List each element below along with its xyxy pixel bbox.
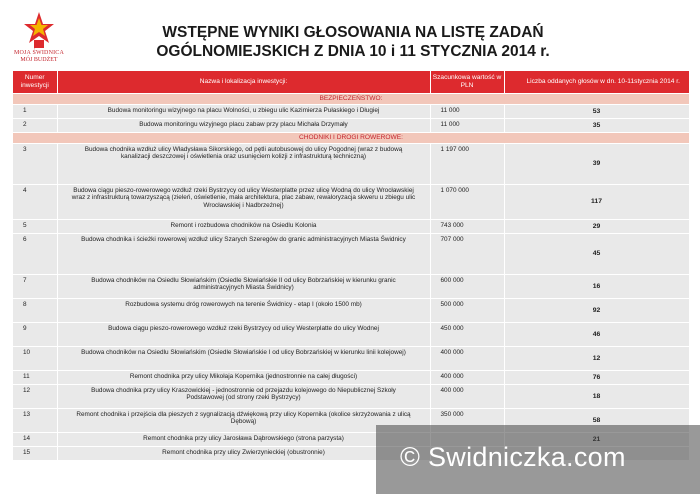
- row-number: 6: [13, 233, 57, 274]
- row-number: 2: [13, 118, 57, 132]
- row-number: 15: [13, 446, 57, 460]
- logo-line-1: MOJA ŚWIDNICA: [13, 50, 65, 56]
- row-name: Budowa ciągu pieszo-rowerowego wzdłuż rzeki Bystrzycy od ulicy Westerplatte przez ulicę Wodną do ulicy Wrocławskiej wraz z infrastrukturą towarzyszącą (zieleń, oświetlenie, mała architektura, plac zabaw, rewaloryzacja skweru u zbiegu ulic Wrocławskiej i Nadbrzeżnej): [57, 184, 430, 219]
- row-value: 450 000: [430, 322, 504, 346]
- header-name: Nazwa i lokalizacja inwestycji:: [57, 71, 430, 93]
- header-number: Numer inwestycji: [13, 71, 57, 93]
- category-label: CHODNIKI I DROGI ROWEROWE:: [13, 132, 689, 143]
- title-line-1: WSTĘPNE WYNIKI GŁOSOWANIA NA LISTĘ ZADAŃ: [162, 24, 544, 41]
- row-number: 7: [13, 274, 57, 298]
- table-row: [13, 274, 689, 298]
- watermark-overlay: [376, 425, 700, 494]
- row-name: Rozbudowa systemu dróg rowerowych na terenie Świdnicy - etap I (około 1500 mb): [57, 298, 430, 322]
- row-votes: 16: [504, 274, 689, 298]
- row-number: 13: [13, 408, 57, 432]
- row-votes: 39: [504, 143, 689, 184]
- table-row: [13, 104, 689, 118]
- watermark-text: © Swidniczka.com: [400, 442, 626, 472]
- table-row: [13, 298, 689, 322]
- row-votes: 53: [504, 104, 689, 118]
- row-name: Remont chodnika przy ulicy Jarosława Dąbrowskiego (strona parzysta): [57, 432, 430, 446]
- table-row: [13, 184, 689, 219]
- row-number: 14: [13, 432, 57, 446]
- row-number: 3: [13, 143, 57, 184]
- row-votes: 12: [504, 346, 689, 370]
- row-value: 400 000: [430, 370, 504, 384]
- table-row: [13, 384, 689, 408]
- row-name: Budowa chodników na Osiedlu Słowiańskim (Osiedle Słowiańskie II od ulicy Bobrzańskiej w kierunku granic administracyjnych Miasta Świdnicy): [57, 274, 430, 298]
- row-value: 600 000: [430, 274, 504, 298]
- results-table: [13, 71, 690, 461]
- row-votes: 46: [504, 322, 689, 346]
- row-value: 1 197 000: [430, 143, 504, 184]
- row-value: 500 000: [430, 298, 504, 322]
- row-name: Budowa chodnika i ścieżki rowerowej wzdłuż ulicy Szarych Szeregów do granic administracyjnych Miasta Świdnicy: [57, 233, 430, 274]
- row-name: Remont i rozbudowa chodników na Osiedlu Kolonia: [57, 219, 430, 233]
- row-votes: 35: [504, 118, 689, 132]
- row-name: Budowa monitoringu wizyjnego placu zabaw przy placu Michała Drzymały: [57, 118, 430, 132]
- table-header-row: [13, 71, 689, 93]
- row-value: 1 070 000: [430, 184, 504, 219]
- table-row: [13, 118, 689, 132]
- row-name: Budowa monitoringu wizyjnego na placu Wolności, u zbiegu ulic Kazimierza Pułaskiego i Długiej: [57, 104, 430, 118]
- row-name: Budowa ciągu pieszo-rowerowego wzdłuż rzeki Bystrzycy od ulicy Westerplatte do ulicy Wodnej: [57, 322, 430, 346]
- row-name: Budowa chodnika przy ulicy Kraszowickiej - jednostronnie od przejazdu kolejowego do Niepublicznej Szkoły Podstawowej (od strony rzeki Bystrzycy): [57, 384, 430, 408]
- row-votes: 18: [504, 384, 689, 408]
- category-row: [13, 132, 689, 143]
- row-value: 707 000: [430, 233, 504, 274]
- category-row: [13, 93, 689, 104]
- row-number: 9: [13, 322, 57, 346]
- logo-line-2: MÓJ BUDŻET: [20, 57, 58, 63]
- row-value: 350 000: [430, 408, 504, 432]
- category-label: BEZPIECZEŃSTWO:: [13, 93, 689, 104]
- page-title: [88, 23, 618, 61]
- row-name: Budowa chodnika wzdłuż ulicy Władysława Sikorskiego, od pętli autobusowej do ulicy Pogodnej (wraz z budową kanalizacji deszczowej i oświetlenia oraz usunięciem kolizji z infrastrukturą techniczną): [57, 143, 430, 184]
- table-row: [13, 233, 689, 274]
- row-votes: 58: [504, 408, 689, 432]
- row-value: 400 000: [430, 346, 504, 370]
- row-votes: 45: [504, 233, 689, 274]
- title-line-2: OGÓLNOMIEJSKICH Z DNIA 10 i 11 STYCZNIA 2014 r.: [156, 43, 550, 60]
- row-value: 743 000: [430, 219, 504, 233]
- row-number: 1: [13, 104, 57, 118]
- moja-swidnica-logo: [8, 10, 70, 66]
- row-name: Budowa chodników na Osiedlu Słowiańskim (Osiedle Słowiańskie I od ulicy Bobrzańskiej w kierunku linii kolejowej): [57, 346, 430, 370]
- row-name: Remont chodnika i przejścia dla pieszych z sygnalizacją dźwiękową przy ulicy Kopernika (okolice skrzyżowania z ulicą Dębową): [57, 408, 430, 432]
- header-votes: Liczba oddanych głosów w dn. 10-11stycznia 2014 r.: [504, 71, 689, 93]
- row-number: 5: [13, 219, 57, 233]
- table-row: [13, 370, 689, 384]
- row-number: 4: [13, 184, 57, 219]
- row-number: 11: [13, 370, 57, 384]
- table-row: [13, 219, 689, 233]
- row-votes: 92: [504, 298, 689, 322]
- row-number: 8: [13, 298, 57, 322]
- row-name: Remont chodnika przy ulicy Zwierzynieckiej (obustronnie): [57, 446, 430, 460]
- row-votes: 117: [504, 184, 689, 219]
- row-number: 12: [13, 384, 57, 408]
- header-value: Szacunkowa wartość w PLN: [430, 71, 504, 93]
- row-value: 400 000: [430, 384, 504, 408]
- row-number: 10: [13, 346, 57, 370]
- row-name: Remont chodnika przy ulicy Mikołaja Kopernika (jednostronnie na całej długości): [57, 370, 430, 384]
- table-row: [13, 143, 689, 184]
- row-votes: 29: [504, 219, 689, 233]
- table-row: [13, 322, 689, 346]
- row-votes: 76: [504, 370, 689, 384]
- row-value: 11 000: [430, 104, 504, 118]
- row-value: 11 000: [430, 118, 504, 132]
- table-row: [13, 346, 689, 370]
- logo-crown-icon: [22, 10, 56, 50]
